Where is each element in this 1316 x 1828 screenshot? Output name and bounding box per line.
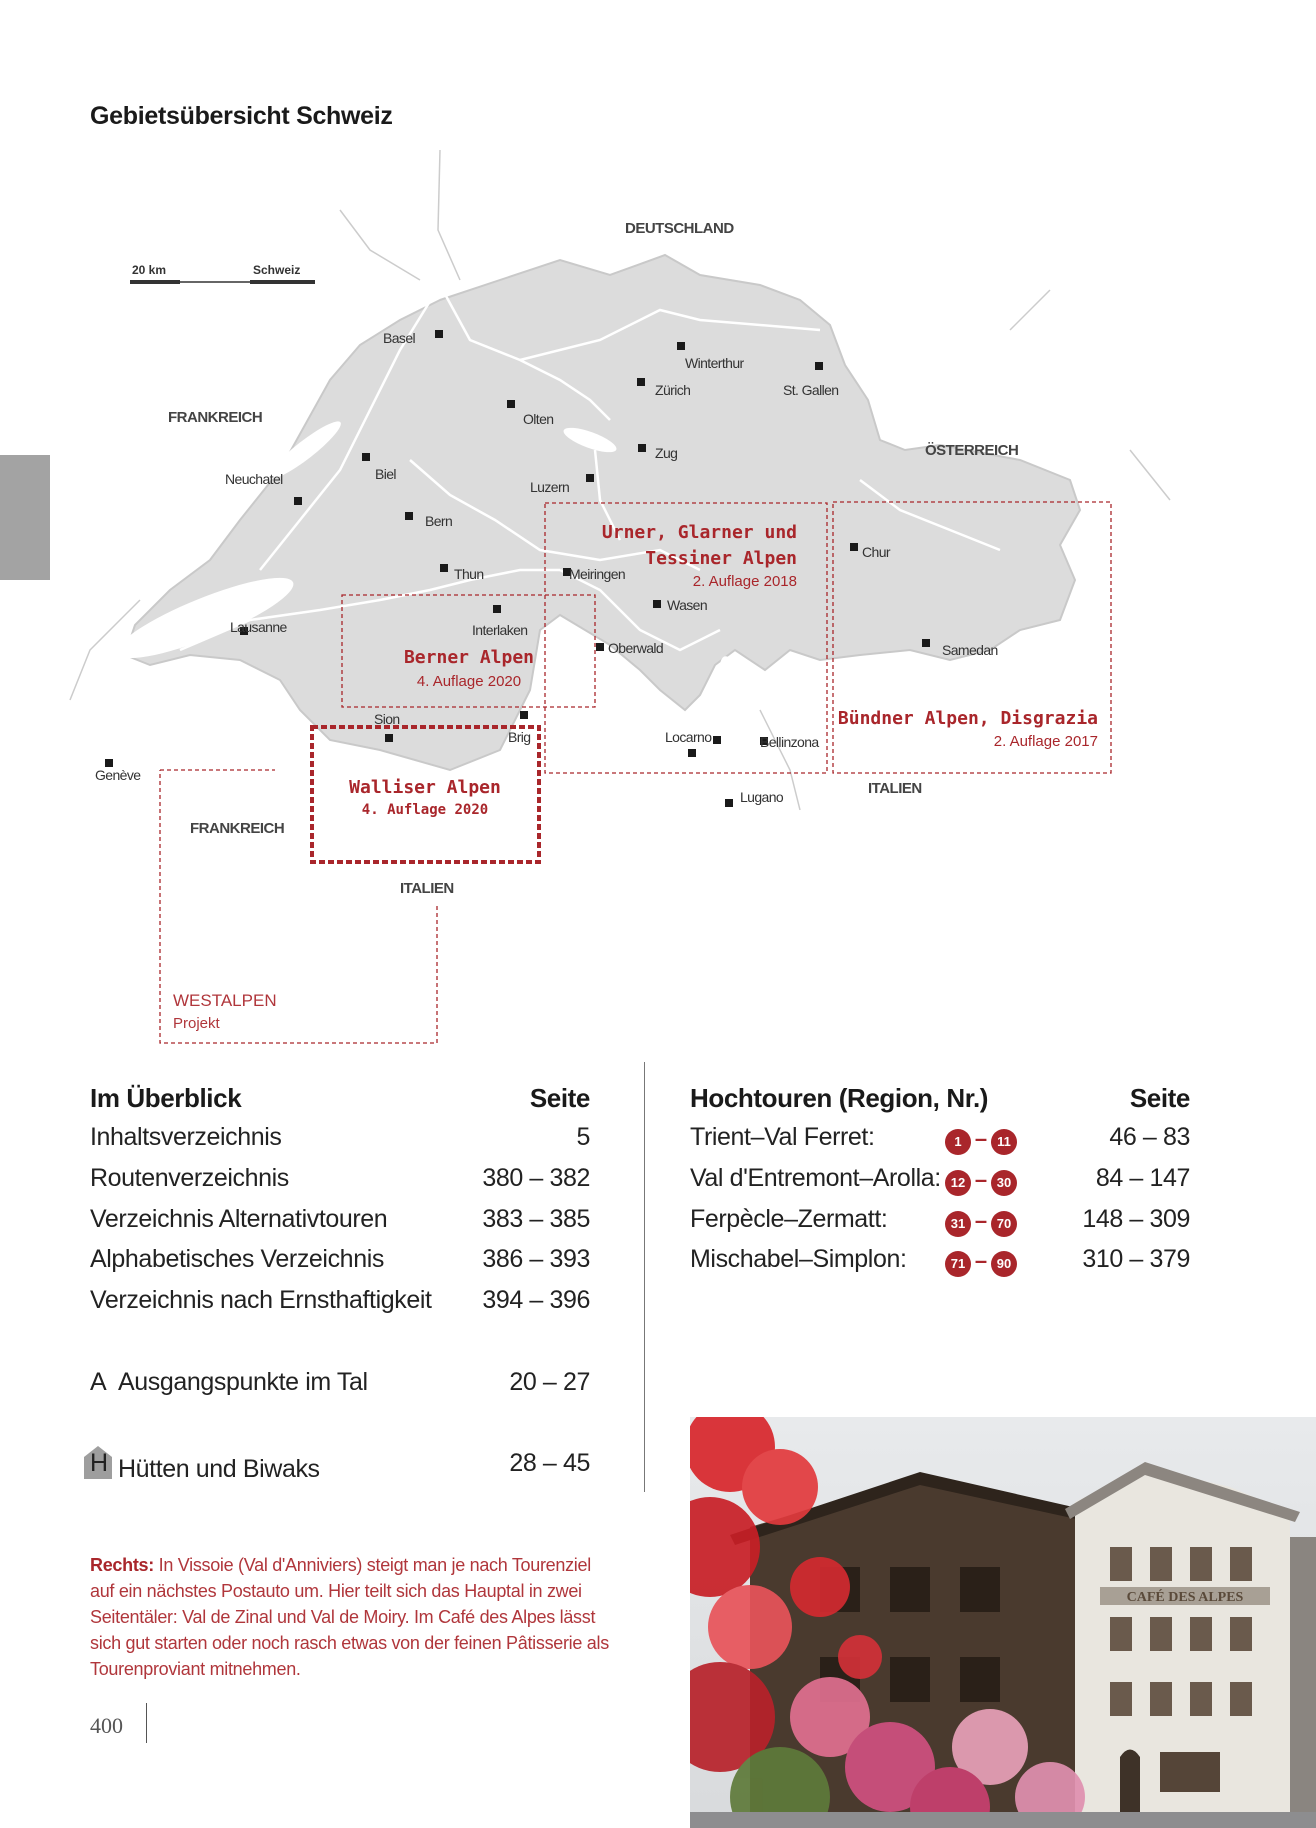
section-a-label: Ausgangspunkte im Tal: [118, 1368, 368, 1396]
overview-row-pages: 383 – 385: [482, 1205, 590, 1233]
region-walliser-name: Walliser Alpen: [349, 777, 501, 798]
country-germany: DEUTSCHLAND: [625, 220, 734, 237]
section-a-pages: 20 – 27: [509, 1368, 590, 1396]
overview-row-label: Inhaltsverzeichnis: [90, 1123, 282, 1151]
column-divider: [644, 1062, 645, 1492]
tour-start-badge: 71: [945, 1251, 971, 1277]
lake-constance: [763, 220, 878, 299]
section-a-letter: A: [90, 1368, 107, 1396]
overview-heading: Im Überblick: [90, 1083, 242, 1113]
scale-bar: [130, 263, 315, 282]
city-lausanne: Lausanne: [230, 619, 287, 635]
region-buendner-name: Bündner Alpen, Disgrazia: [837, 708, 1098, 729]
tour-pages: 148 – 309: [1082, 1205, 1190, 1233]
cafe-sign: CAFÉ DES ALPES: [1126, 1590, 1244, 1605]
tour-range: 31 – 70: [945, 1208, 1017, 1237]
section-h-label: Hütten und Biwaks: [118, 1455, 320, 1483]
city-samedan: Samedan: [942, 642, 998, 658]
city-lugano: Lugano: [740, 789, 784, 805]
city-zurich: Zürich: [655, 382, 691, 398]
tour-range: 1 – 11: [945, 1126, 1017, 1155]
city-bellinzona: Bellinzona: [760, 734, 819, 750]
city-sion: Sion: [374, 711, 400, 727]
city-chur: Chur: [862, 544, 890, 560]
cafe-photo: [690, 1417, 1316, 1828]
country-italy-south: ITALIEN: [400, 880, 454, 897]
city-thun: Thun: [454, 566, 484, 582]
page-number: 400: [90, 1713, 123, 1738]
region-berner-edition: 4. Auflage 2020: [416, 673, 522, 690]
overview-row-pages: 386 – 393: [482, 1245, 590, 1273]
city-basel: Basel: [383, 330, 416, 346]
caption-text: In Vissoie (Val d'Anniviers) steigt man je nach Tourenziel auf ein nächstes Postauto um. Hier teilt sich das Hauptal in zwei Seitentäler: Val de Zinal und Val de Moiry. Im Café des Alpes lässt sich gut starten oder noch rasch etwas von der feinen Pâtisserie als Tourenproviant mitnehmen.: [90, 1555, 609, 1679]
overview-row-label: Verzeichnis nach Ernsthaftigkeit: [90, 1286, 432, 1314]
tours-page-heading: Seite: [1129, 1083, 1190, 1113]
city-bern: Bern: [425, 513, 453, 529]
city-locarno: Locarno: [665, 729, 712, 745]
photo-caption: [90, 1552, 610, 1682]
city-luzern: Luzern: [530, 479, 570, 495]
overview-row-label: Verzeichnis Alternativtouren: [90, 1205, 388, 1233]
page-title: Gebietsübersicht Schweiz: [90, 102, 393, 130]
region-buendner-edition: 2. Auflage 2017: [993, 733, 1098, 750]
country-italy: ITALIEN: [868, 780, 922, 797]
city-winterthur: Winterthur: [685, 355, 744, 371]
scale-country: Schweiz: [253, 263, 301, 277]
tour-end-badge: 70: [991, 1211, 1017, 1237]
tour-region: Trient–Val Ferret:: [690, 1123, 875, 1151]
tours-heading: Hochtouren (Region, Nr.): [690, 1083, 989, 1113]
switzerland-map: [0, 150, 1316, 1050]
tour-region: Ferpècle–Zermatt:: [690, 1205, 888, 1233]
tour-pages: 310 – 379: [1082, 1245, 1190, 1273]
city-zug: Zug: [655, 445, 678, 461]
country-france-south: FRANKREICH: [190, 820, 285, 837]
city-biel: Biel: [375, 466, 396, 482]
tour-region: Mischabel–Simplon:: [690, 1245, 907, 1273]
tour-pages: 46 – 83: [1109, 1123, 1190, 1151]
tour-start-badge: 12: [945, 1170, 971, 1196]
country-france: FRANKREICH: [168, 409, 263, 426]
tour-end-badge: 11: [991, 1129, 1017, 1155]
section-h-pages: 28 – 45: [509, 1449, 590, 1477]
tour-end-badge: 30: [991, 1170, 1017, 1196]
region-walliser-edition: 4. Auflage 2020: [361, 802, 489, 818]
tour-region: Val d'Entremont–Arolla:: [690, 1164, 941, 1192]
city-st-gallen: St. Gallen: [783, 382, 839, 398]
region-urner-edition: 2. Auflage 2018: [692, 573, 797, 590]
overview-row-label: Alphabetisches Verzeichnis: [90, 1245, 384, 1273]
city-meiringen: Meiringen: [569, 566, 626, 582]
tour-start-badge: 1: [945, 1129, 971, 1155]
city-interlaken: Interlaken: [472, 622, 528, 638]
lake-maggiore: [713, 653, 757, 736]
city-oberwald: Oberwald: [608, 640, 664, 656]
overview-row-pages: 394 – 396: [482, 1286, 590, 1314]
hut-icon: [84, 1449, 112, 1483]
tour-range: 12 – 30: [945, 1167, 1017, 1196]
caption-lead: Rechts:: [90, 1555, 154, 1575]
section-h-letter: H: [90, 1449, 108, 1477]
section-h-row: [84, 1449, 320, 1484]
city-geneve: Genève: [95, 767, 141, 783]
overview-row-pages: 5: [576, 1123, 590, 1151]
city-neuchatel: Neuchatel: [225, 471, 283, 487]
city-wasen: Wasen: [667, 597, 708, 613]
region-urner-line2: Tessiner Alpen: [645, 548, 797, 569]
region-berner-name: Berner Alpen: [403, 647, 535, 668]
tour-range: 71 – 90: [945, 1248, 1017, 1277]
overview-page-heading: Seite: [529, 1083, 590, 1113]
city-brig: Brig: [508, 729, 531, 745]
city-olten: Olten: [523, 411, 554, 427]
overview-row-pages: 380 – 382: [482, 1164, 590, 1192]
section-a-row: [90, 1368, 368, 1397]
scale-distance: 20 km: [132, 263, 167, 277]
page-number-divider: [146, 1703, 147, 1743]
region-westalpen-status: Projekt: [173, 1015, 220, 1032]
region-westalpen-name: WESTALPEN: [173, 991, 277, 1010]
country-austria: ÖSTERREICH: [925, 442, 1019, 459]
overview-row-label: Routenverzeichnis: [90, 1164, 289, 1192]
tour-start-badge: 31: [945, 1211, 971, 1237]
switzerland-shape: [125, 255, 1080, 770]
tour-pages: 84 – 147: [1095, 1164, 1190, 1192]
tour-end-badge: 90: [991, 1251, 1017, 1277]
region-urner-line1: Urner, Glarner und: [601, 522, 797, 543]
